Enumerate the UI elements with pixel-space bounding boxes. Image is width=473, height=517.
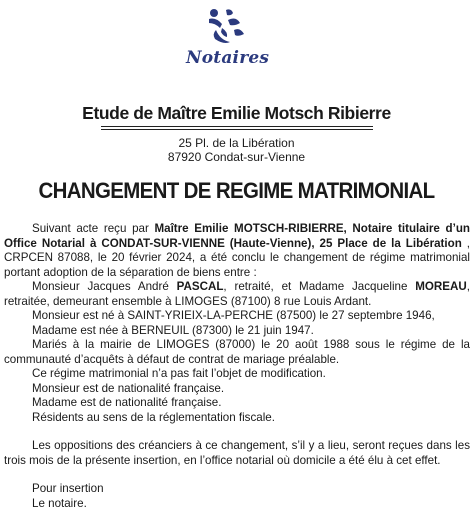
spacer [4,468,470,482]
spouses-address-text: , retraitée, demeurant ensemble à LIMOGES (87100) 8 rue Louis Ardant. [4,280,470,308]
title-underline-second [101,129,373,130]
notaires-logo [186,6,270,72]
notice-body [4,222,470,511]
notary-office-text: Maître Emilie MOTSCH-RIBIERRE, Notaire titulaire d’un Office Notarial à CONDAT-SUR-VIENNE (Haute-Vienne), 25 Place de la Libération [4,222,470,250]
paragraph-act [4,222,470,280]
closing-line1: Pour insertion [32,482,104,495]
title-underline [101,126,373,127]
wife-surname: MOREAU [415,280,467,293]
closing-signature: Le notaire. [32,496,87,510]
wife-nationality-line: Madame est de nationalité française. [32,396,222,409]
husband-birth-line: Monsieur est né à SAINT-YRIEIX-LA-PERCHE (87500) le 27 septembre 1946, [32,309,435,322]
husband-prefix: Monsieur Jacques André [32,280,177,293]
notaires-logo-icon [200,6,252,48]
spacer [4,425,470,439]
unchanged-regime-line: Ce régime matrimonial n’a pas fait l’objet de modification. [32,367,326,380]
act-intro-text: Suivant acte reçu par [32,222,155,235]
husband-nationality-line: Monsieur est de nationalité française. [32,381,225,395]
office-address-line2: 87920 Condat-sur-Vienne [167,150,306,164]
logo-word: Notaires [186,48,270,68]
act-details-text: , CRPCEN 87088, le 20 février 2024, a été conclu le changement de régime matrimonial portant adoption de la séparation de biens entre : [4,236,470,279]
husband-surname: PASCAL [176,280,224,293]
office-address-line1: 25 Pl. de la Libération [178,136,295,150]
wife-birth-line: Madame est née à BERNEUIL (87300) le 21 juin 1947. [32,323,314,337]
marriage-line: Mariés à la mairie de LIMOGES (87000) le 20 août 1988 sous le régime de la communauté d’acquêts à défaut de contrat de mariage préalable. [4,338,470,366]
office-title: Etude de Maître Emilie Motsch Ribierre [82,103,391,123]
oppositions-paragraph: Les oppositions des créanciers à ce changement, s’il y a lieu, seront reçues dans les trois mois de la présente insertion, en l’office notarial où domicile a été élu à cet effet. [4,439,470,467]
paragraph-spouses [4,280,470,309]
notice-headline: CHANGEMENT DE REGIME MATRIMONIAL [38,178,435,203]
spouses-middle-text: , retraité, et Madame Jacqueline [223,280,416,293]
residency-line: Résidents au sens de la réglementation fiscale. [32,410,275,424]
